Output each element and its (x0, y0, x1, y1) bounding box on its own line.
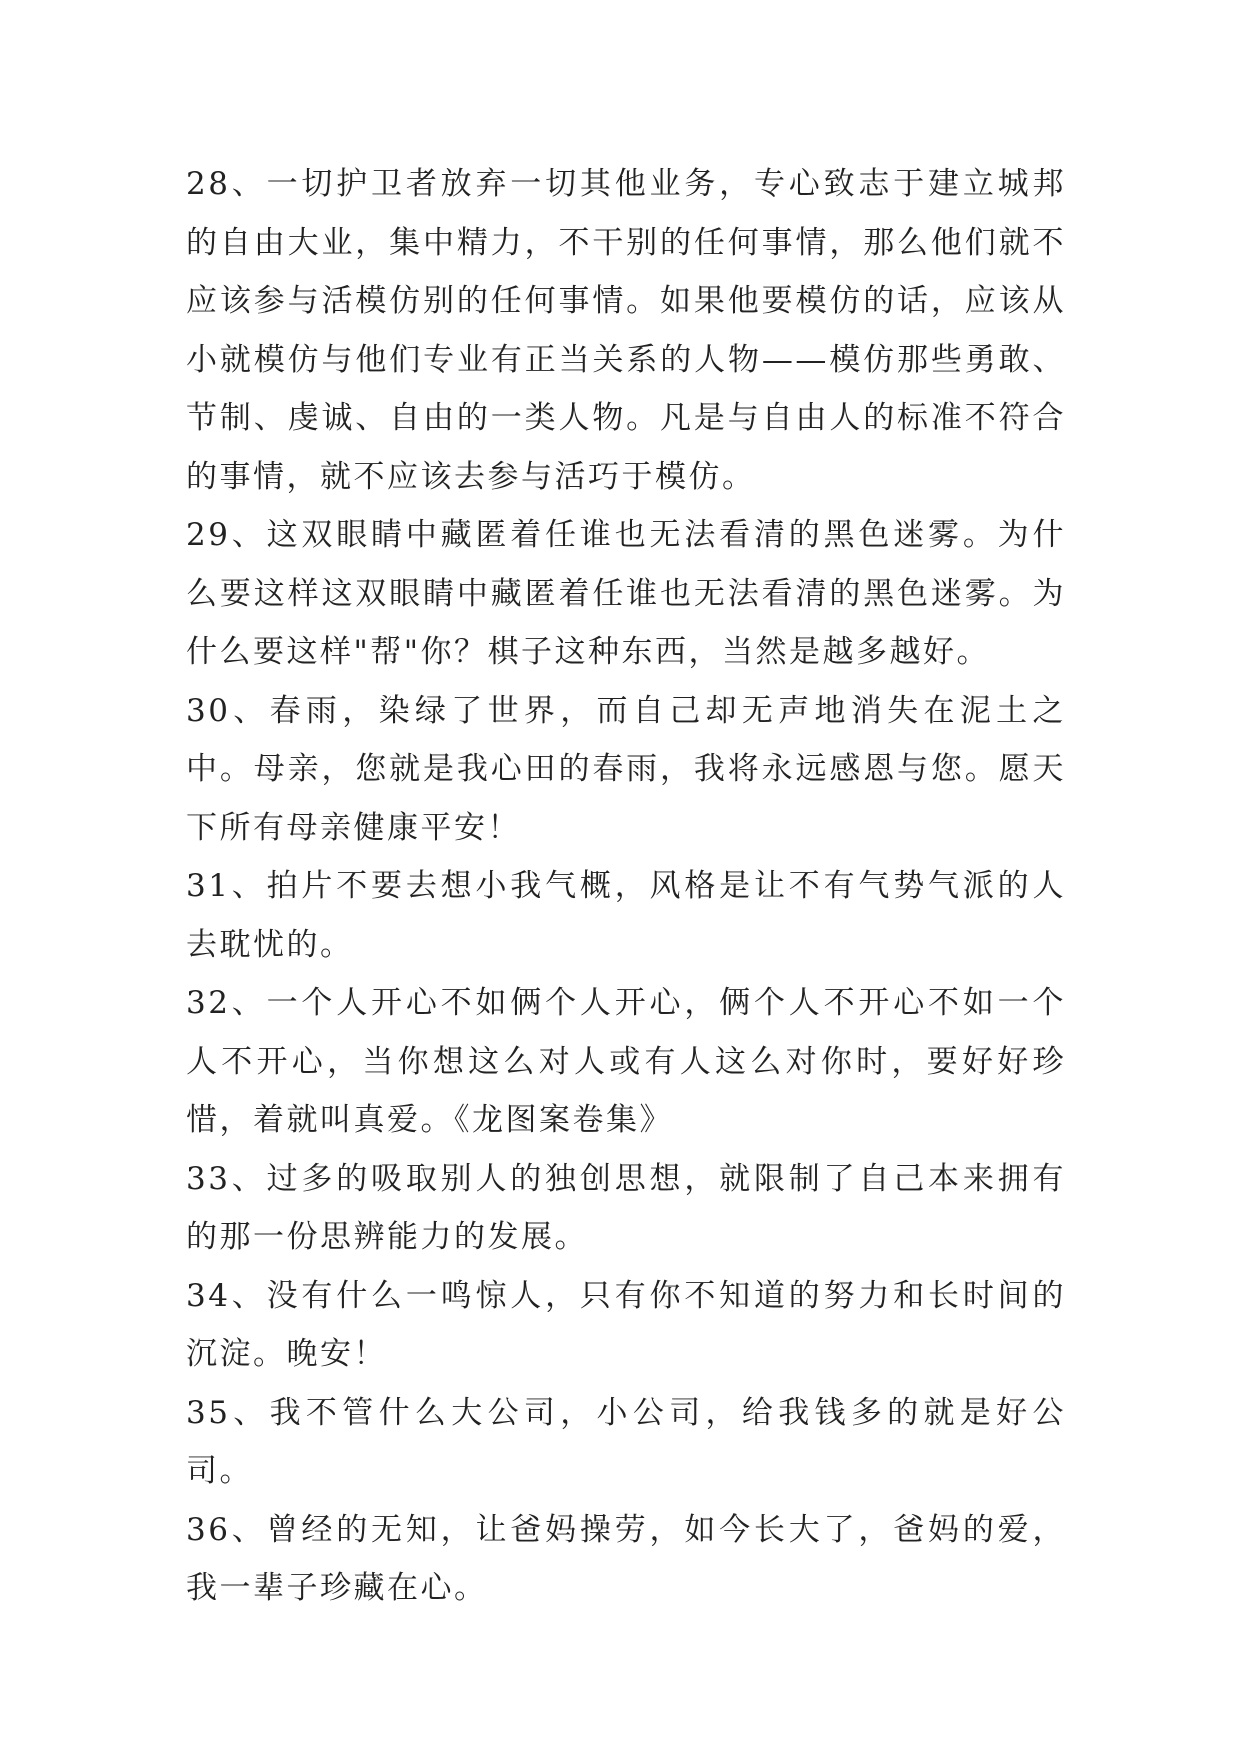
paragraph-34: 34、没有什么一鸣惊人，只有你不知道的努力和长时间的沉淀。晚安！ (186, 1277, 1066, 1372)
paragraph-33: 33、过多的吸取别人的独创思想，就限制了自己本来拥有的那一份思辨能力的发展。 (186, 1160, 1066, 1255)
paragraph-35: 35、我不管什么大公司，小公司，给我钱多的就是好公司。 (186, 1394, 1066, 1489)
paragraph-36: 36、曾经的无知，让爸妈操劳，如今长大了，爸妈的爱，我一辈子珍藏在心。 (186, 1511, 1066, 1606)
paragraph-29: 29、这双眼睛中藏匿着任谁也无法看清的黑色迷雾。为什么要这样这双眼睛中藏匿着任谁也无法看清的黑色迷雾。为什么要这样"帮"你？棋子这种东西，当然是越多越好。 (186, 517, 1066, 670)
document-body (186, 155, 1066, 1618)
paragraph-32: 32、一个人开心不如俩个人开心，俩个人不开心不如一个人不开心，当你想这么对人或有人这么对你时，要好好珍惜，着就叫真爱。《龙图案卷集》 (186, 985, 1066, 1138)
paragraph-30: 30、春雨，染绿了世界，而自己却无声地消失在泥土之中。母亲，您就是我心田的春雨，我将永远感恩与您。愿天下所有母亲健康平安！ (186, 692, 1066, 846)
paragraph-31: 31、拍片不要去想小我气概，风格是让不有气势气派的人去耽忧的。 (186, 868, 1066, 963)
paragraph-28: 28、一切护卫者放弃一切其他业务，专心致志于建立城邦的自由大业，集中精力，不干别的任何事情，那么他们就不应该参与活模仿别的任何事情。如果他要模仿的话，应该从小就模仿与他们专业有正当关系的人物——模仿那些勇敢、节制、虔诚、自由的一类人物。凡是与自由人的标准不符合的事情，就不应该去参与活巧于模仿。 (186, 166, 1066, 495)
